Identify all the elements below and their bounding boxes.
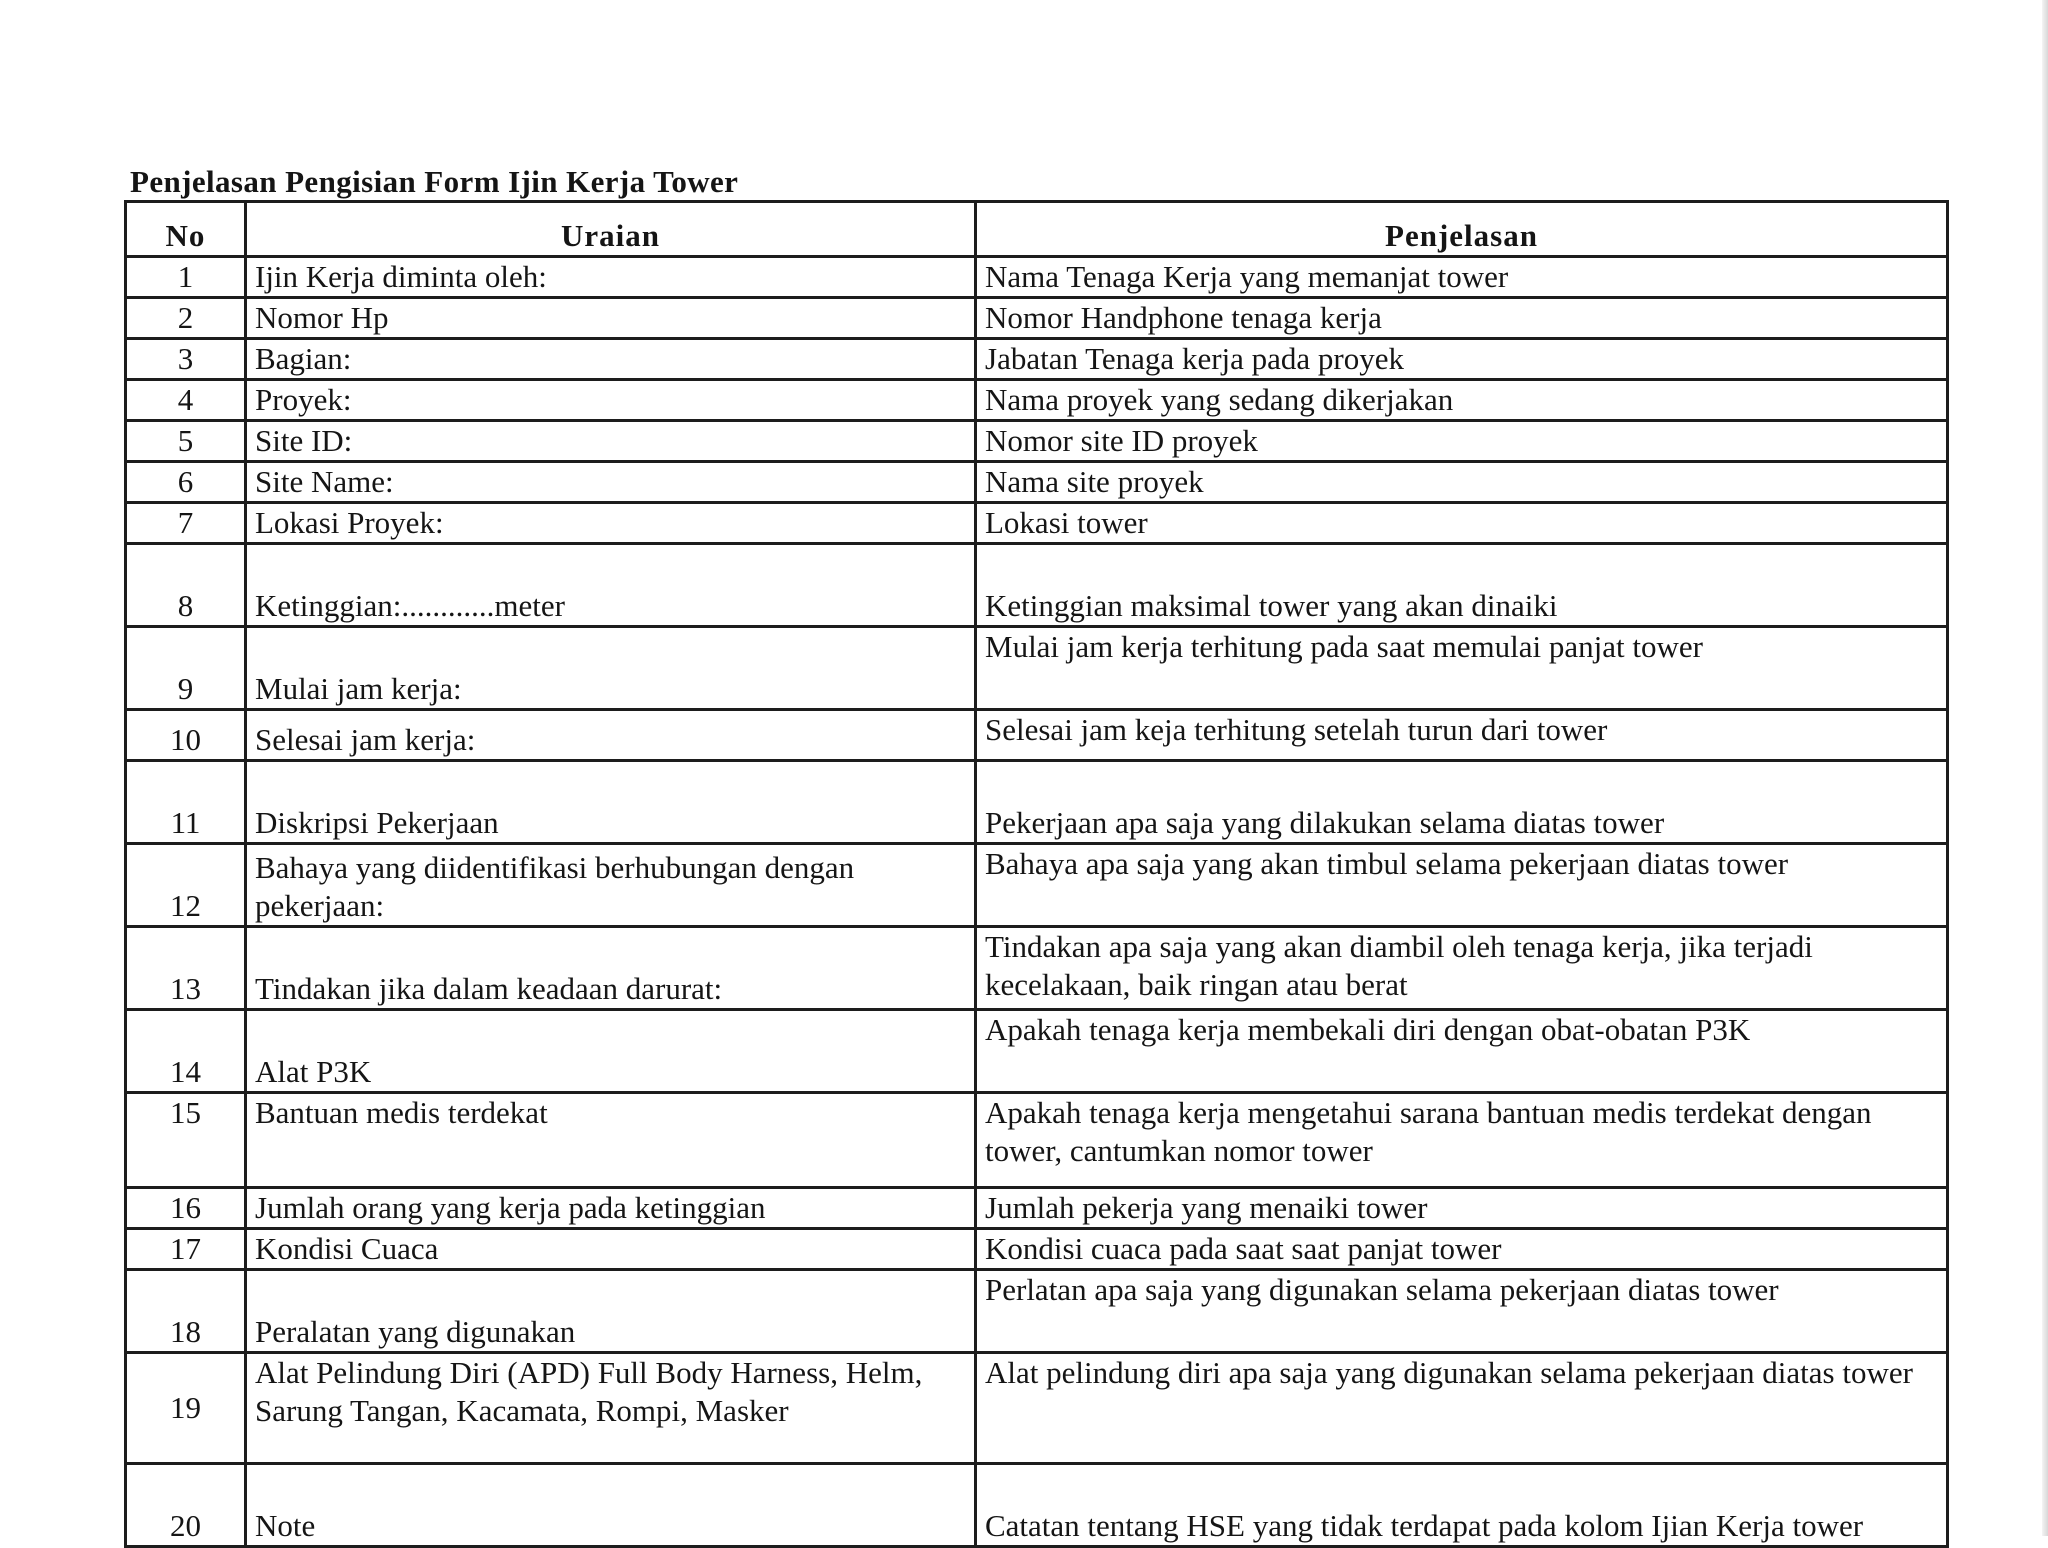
table-row: [126, 844, 1948, 927]
row-penjelasan: Selesai jam keja terhitung setelah turun dari tower: [976, 710, 1948, 761]
row-number: 17: [126, 1229, 246, 1270]
table-row: [126, 257, 1948, 298]
table-row: [126, 421, 1948, 462]
row-uraian: Proyek:: [246, 380, 976, 421]
row-number: 5: [126, 421, 246, 462]
table-row: [126, 503, 1948, 544]
row-penjelasan: Tindakan apa saja yang akan diambil oleh tenaga kerja, jika terjadi kecelakaan, baik ringan atau berat: [976, 927, 1948, 1010]
row-uraian: Bagian:: [246, 339, 976, 380]
row-uraian: Ketinggian:............meter: [246, 544, 976, 627]
document-title: Penjelasan Pengisian Form Ijin Kerja Tower: [130, 164, 739, 199]
page-edge-shadow: [2042, 0, 2048, 1536]
row-penjelasan: Jabatan Tenaga kerja pada proyek: [976, 339, 1948, 380]
row-penjelasan: Nomor site ID proyek: [976, 421, 1948, 462]
row-penjelasan: Apakah tenaga kerja mengetahui sarana bantuan medis terdekat dengan tower, cantumkan nomor tower: [976, 1093, 1948, 1188]
row-number: 11: [126, 761, 246, 844]
row-uraian: Ijin Kerja diminta oleh:: [246, 257, 976, 298]
row-number: 1: [126, 257, 246, 298]
table-row: [126, 1464, 1948, 1547]
row-number: 16: [126, 1188, 246, 1229]
row-uraian: Peralatan yang digunakan: [246, 1270, 976, 1353]
row-number: 18: [126, 1270, 246, 1353]
row-number: 12: [126, 844, 246, 927]
row-number: 7: [126, 503, 246, 544]
row-number: 9: [126, 627, 246, 710]
row-penjelasan: Nama proyek yang sedang dikerjakan: [976, 380, 1948, 421]
table-row: [126, 1229, 1948, 1270]
row-penjelasan: Nomor Handphone tenaga kerja: [976, 298, 1948, 339]
row-uraian: Lokasi Proyek:: [246, 503, 976, 544]
row-uraian: Site ID:: [246, 421, 976, 462]
row-uraian: Note: [246, 1464, 976, 1547]
row-uraian: Kondisi Cuaca: [246, 1229, 976, 1270]
table-row: [126, 298, 1948, 339]
row-penjelasan: Catatan tentang HSE yang tidak terdapat pada kolom Ijian Kerja tower: [976, 1464, 1948, 1547]
table-row: [126, 339, 1948, 380]
row-number: 13: [126, 927, 246, 1010]
row-penjelasan: Mulai jam kerja terhitung pada saat memulai panjat tower: [976, 627, 1948, 710]
row-uraian: Alat P3K: [246, 1010, 976, 1093]
row-penjelasan: Nama site proyek: [976, 462, 1948, 503]
table-row: [126, 1270, 1948, 1353]
row-number: 10: [126, 710, 246, 761]
row-uraian: Tindakan jika dalam keadaan darurat:: [246, 927, 976, 1010]
row-number: 2: [126, 298, 246, 339]
row-uraian: Site Name:: [246, 462, 976, 503]
row-number: 8: [126, 544, 246, 627]
row-number: 20: [126, 1464, 246, 1547]
table-row: [126, 710, 1948, 761]
table-row: [126, 1093, 1948, 1188]
row-number: 15: [126, 1093, 246, 1188]
explanation-table: [124, 200, 1949, 1548]
row-number: 4: [126, 380, 246, 421]
row-uraian: Alat Pelindung Diri (APD) Full Body Harness, Helm, Sarung Tangan, Kacamata, Rompi, Masker: [246, 1353, 976, 1464]
row-uraian: Nomor Hp: [246, 298, 976, 339]
row-penjelasan: Jumlah pekerja yang menaiki tower: [976, 1188, 1948, 1229]
table-row: [126, 544, 1948, 627]
row-uraian: Selesai jam kerja:: [246, 710, 976, 761]
table-header-row: [126, 202, 1948, 257]
row-penjelasan: Perlatan apa saja yang digunakan selama pekerjaan diatas tower: [976, 1270, 1948, 1353]
row-number: 14: [126, 1010, 246, 1093]
table-row: [126, 1010, 1948, 1093]
row-penjelasan: Nama Tenaga Kerja yang memanjat tower: [976, 257, 1948, 298]
header-uraian: Uraian: [246, 202, 976, 257]
table-row: [126, 627, 1948, 710]
table-row: [126, 1353, 1948, 1464]
row-penjelasan: Ketinggian maksimal tower yang akan dinaiki: [976, 544, 1948, 627]
row-penjelasan: Lokasi tower: [976, 503, 1948, 544]
row-penjelasan: Pekerjaan apa saja yang dilakukan selama diatas tower: [976, 761, 1948, 844]
table-row: [126, 380, 1948, 421]
table-row: [126, 927, 1948, 1010]
row-penjelasan: Apakah tenaga kerja membekali diri dengan obat-obatan P3K: [976, 1010, 1948, 1093]
row-penjelasan: Kondisi cuaca pada saat saat panjat tower: [976, 1229, 1948, 1270]
row-uraian: Mulai jam kerja:: [246, 627, 976, 710]
row-number: 3: [126, 339, 246, 380]
row-penjelasan: Alat pelindung diri apa saja yang digunakan selama pekerjaan diatas tower: [976, 1353, 1948, 1464]
table-row: [126, 761, 1948, 844]
table-row: [126, 1188, 1948, 1229]
row-uraian: Diskripsi Pekerjaan: [246, 761, 976, 844]
header-no: No: [126, 202, 246, 257]
row-penjelasan: Bahaya apa saja yang akan timbul selama pekerjaan diatas tower: [976, 844, 1948, 927]
table-row: [126, 462, 1948, 503]
row-number: 6: [126, 462, 246, 503]
row-number: 19: [126, 1353, 246, 1464]
header-penjelasan: Penjelasan: [976, 202, 1948, 257]
row-uraian: Bahaya yang diidentifikasi berhubungan dengan pekerjaan:: [246, 844, 976, 927]
row-uraian: Jumlah orang yang kerja pada ketinggian: [246, 1188, 976, 1229]
row-uraian: Bantuan medis terdekat: [246, 1093, 976, 1188]
